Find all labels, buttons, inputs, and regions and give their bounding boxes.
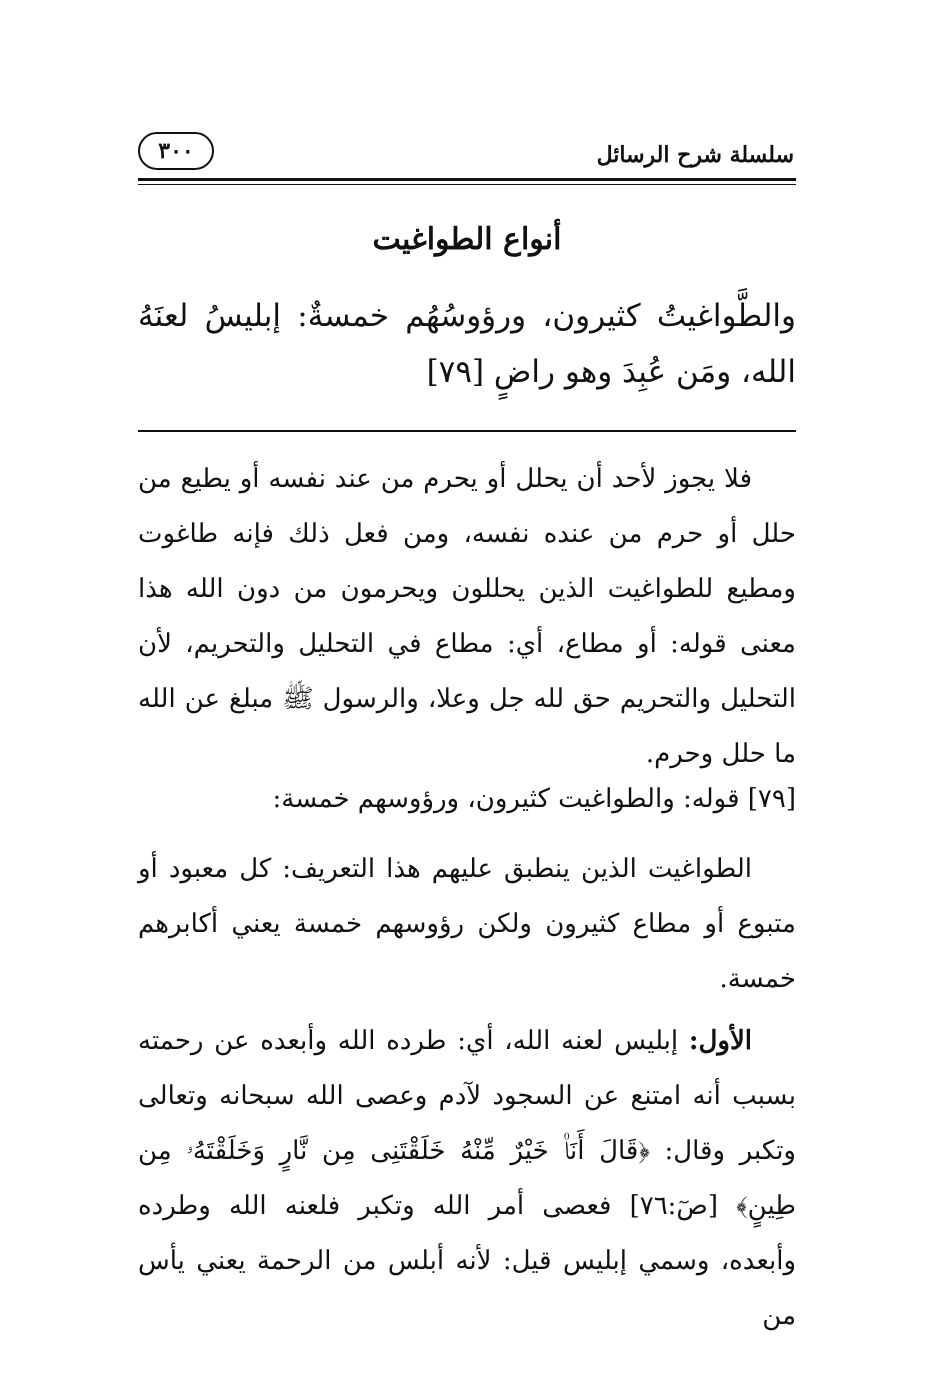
matn-text: والطَّواغيتُ كثيرون، ورؤوسُهُم خمسةٌ: إبليسُ لعنَهُ الله، ومَن عُبِدَ وهو راضٍ [٧٩]: [138, 298, 796, 390]
header-rule-thin: [138, 184, 796, 185]
commentary-paragraph-1: [138, 452, 796, 782]
series-title: سلسلة شرح الرسائل: [596, 142, 794, 168]
page-number: ٣٠٠: [138, 132, 214, 170]
commentary-text-4: إبليس لعنه الله، أي: طرده الله وأبعده عن رحمته بسبب أنه امتنع عن السجود لآدم وعصى الله سبحانه وتعالى وتكبر وقال: ﴿قَالَ أَنَا۠ خَيْرٌ مِّنْهُ خَلَقْتَنِى مِن نَّارٍ وَخَلَقْتَهُۥ مِن طِينٍ﴾ [صٓ:٧٦] فعصى أمر الله وتكبر فلعنه الله وطرده وأبعده، وسمي إبليس قيل: لأنه أبلس من الرحمة يعني يأس من: [138, 1026, 797, 1331]
header-rule-thick: [138, 178, 796, 181]
commentary-paragraph-3: [138, 842, 796, 1007]
commentary-text-2: [٧٩] قوله: والطواغيت كثيرون، ورؤوسهم خمسة:: [272, 784, 796, 814]
section-heading: أنواع الطواغيت: [372, 222, 562, 257]
commentary-paragraph-2: [138, 772, 796, 827]
commentary-paragraph-4: [138, 1014, 796, 1344]
commentary-text-3: الطواغيت الذين ينطبق عليهم هذا التعريف: كل معبود أو متبوع أو مطاع كثيرون ولكن رؤوسهم خمسة يعني أكابرهم خمسة.: [138, 854, 796, 994]
page-header: [136, 118, 796, 178]
paragraph-lead-word: الأول:: [688, 1026, 753, 1056]
matn-divider: [138, 430, 796, 432]
commentary-text-1: فلا يجوز لأحد أن يحلل أو يحرم من عند نفسه أو يطيع من حلل أو حرم من عنده نفسه، ومن فعل ذلك فإنه طاغوت ومطيع للطواغيت الذين يحللون ويحرمون من دون الله هذا معنى قوله: أو مطاع، أي: مطاع في التحليل والتحريم، لأن التحليل والتحريم حق لله جل وعلا، والرسول ﷺ مبلغ عن الله ما حلل وحرم.: [138, 464, 796, 769]
